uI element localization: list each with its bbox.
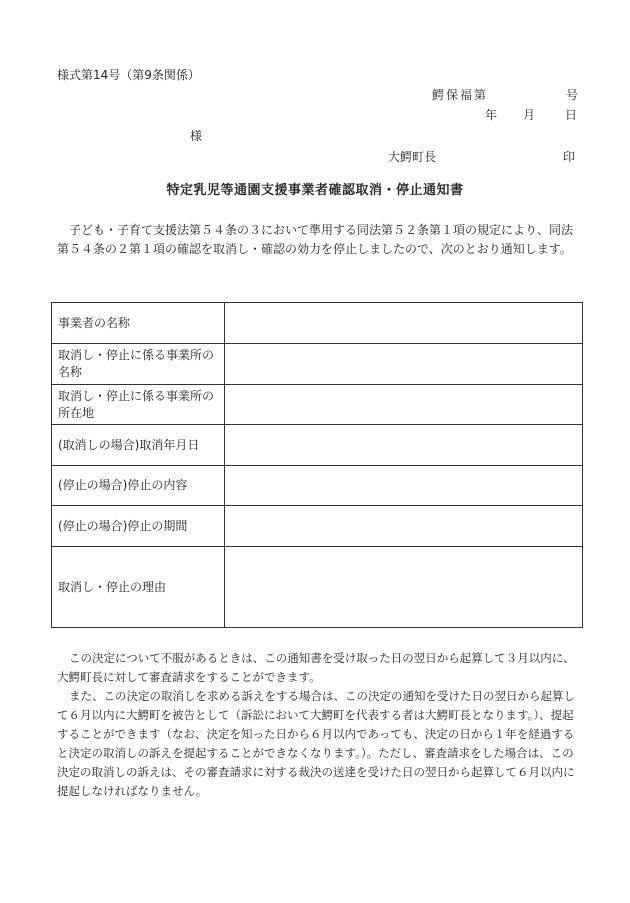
- row-value[interactable]: [225, 506, 583, 547]
- document-number: [432, 86, 581, 103]
- table-row: [52, 547, 583, 628]
- table-row: [52, 466, 583, 506]
- form-number: 様式第14号（第9条関係）: [57, 68, 200, 82]
- table-row: [52, 344, 583, 385]
- sender: 大鰐町長: [388, 150, 437, 164]
- row-label: 事業者の名称: [52, 303, 225, 344]
- row-label: (停止の場合)停止の内容: [52, 466, 225, 506]
- table-row: [52, 385, 583, 425]
- table-row: [52, 425, 583, 466]
- table-row: [52, 303, 583, 344]
- date-month: 月: [523, 108, 536, 122]
- row-label: 取消し・停止の理由: [52, 547, 225, 628]
- addressee: 様: [190, 129, 203, 143]
- table-row: [52, 506, 583, 547]
- row-label: (取消しの場合)取消年月日: [52, 425, 225, 466]
- seal-mark: 印: [563, 150, 576, 164]
- row-label: 取消し・停止に係る事業所の所在地: [52, 385, 225, 425]
- date-year: 年: [485, 108, 498, 122]
- document-number-prefix: 鰐保福第: [432, 88, 489, 102]
- intro-paragraph: 子ども・子育て支援法第５４条の３において準用する同法第５２条第１項の規定により、同法第５４条の２第１項の確認を取消し・確認の効力を停止しましたので、次のとおり通知します。: [57, 223, 574, 256]
- row-label: 取消し・停止に係る事業所の名称: [52, 344, 225, 385]
- row-value[interactable]: [225, 344, 583, 385]
- date-day: 日: [565, 108, 578, 122]
- row-value[interactable]: [225, 425, 583, 466]
- document-title: 特定乳児等通園支援事業者確認取消・停止通知書: [166, 183, 464, 198]
- row-value[interactable]: [225, 303, 583, 344]
- notes-section: [57, 649, 583, 801]
- lawsuit-note: また、この決定の取消しを求める訴えをする場合は、この決定の通知を受けた日の翌日から起算して６月以内に大鰐町を被告として（訴訟において大鰐町を代表する者は大鰐町長となります。）、提起することができます（なお、決定を知った日から６月以内であっても、決定の日から１年を経過すると決定の取消しの訴えを提起することができなくなります。）。ただし、審査請求をした場合は、この決定の取消しの訴えは、その審査請求に対する裁決の送達を受けた日の翌日から起算して６月以内に提起しなければなりません。: [57, 689, 575, 798]
- row-value[interactable]: [225, 385, 583, 425]
- info-table: [51, 302, 583, 628]
- row-label: (停止の場合)停止の期間: [52, 506, 225, 547]
- row-value[interactable]: [225, 547, 583, 628]
- row-value[interactable]: [225, 466, 583, 506]
- appeal-note: この決定について不服があるときは、この通知書を受け取った日の翌日から起算して３月以内に、大鰐町長に対して審査請求をすることができます。: [57, 651, 575, 684]
- document-number-suffix: 号: [566, 88, 581, 102]
